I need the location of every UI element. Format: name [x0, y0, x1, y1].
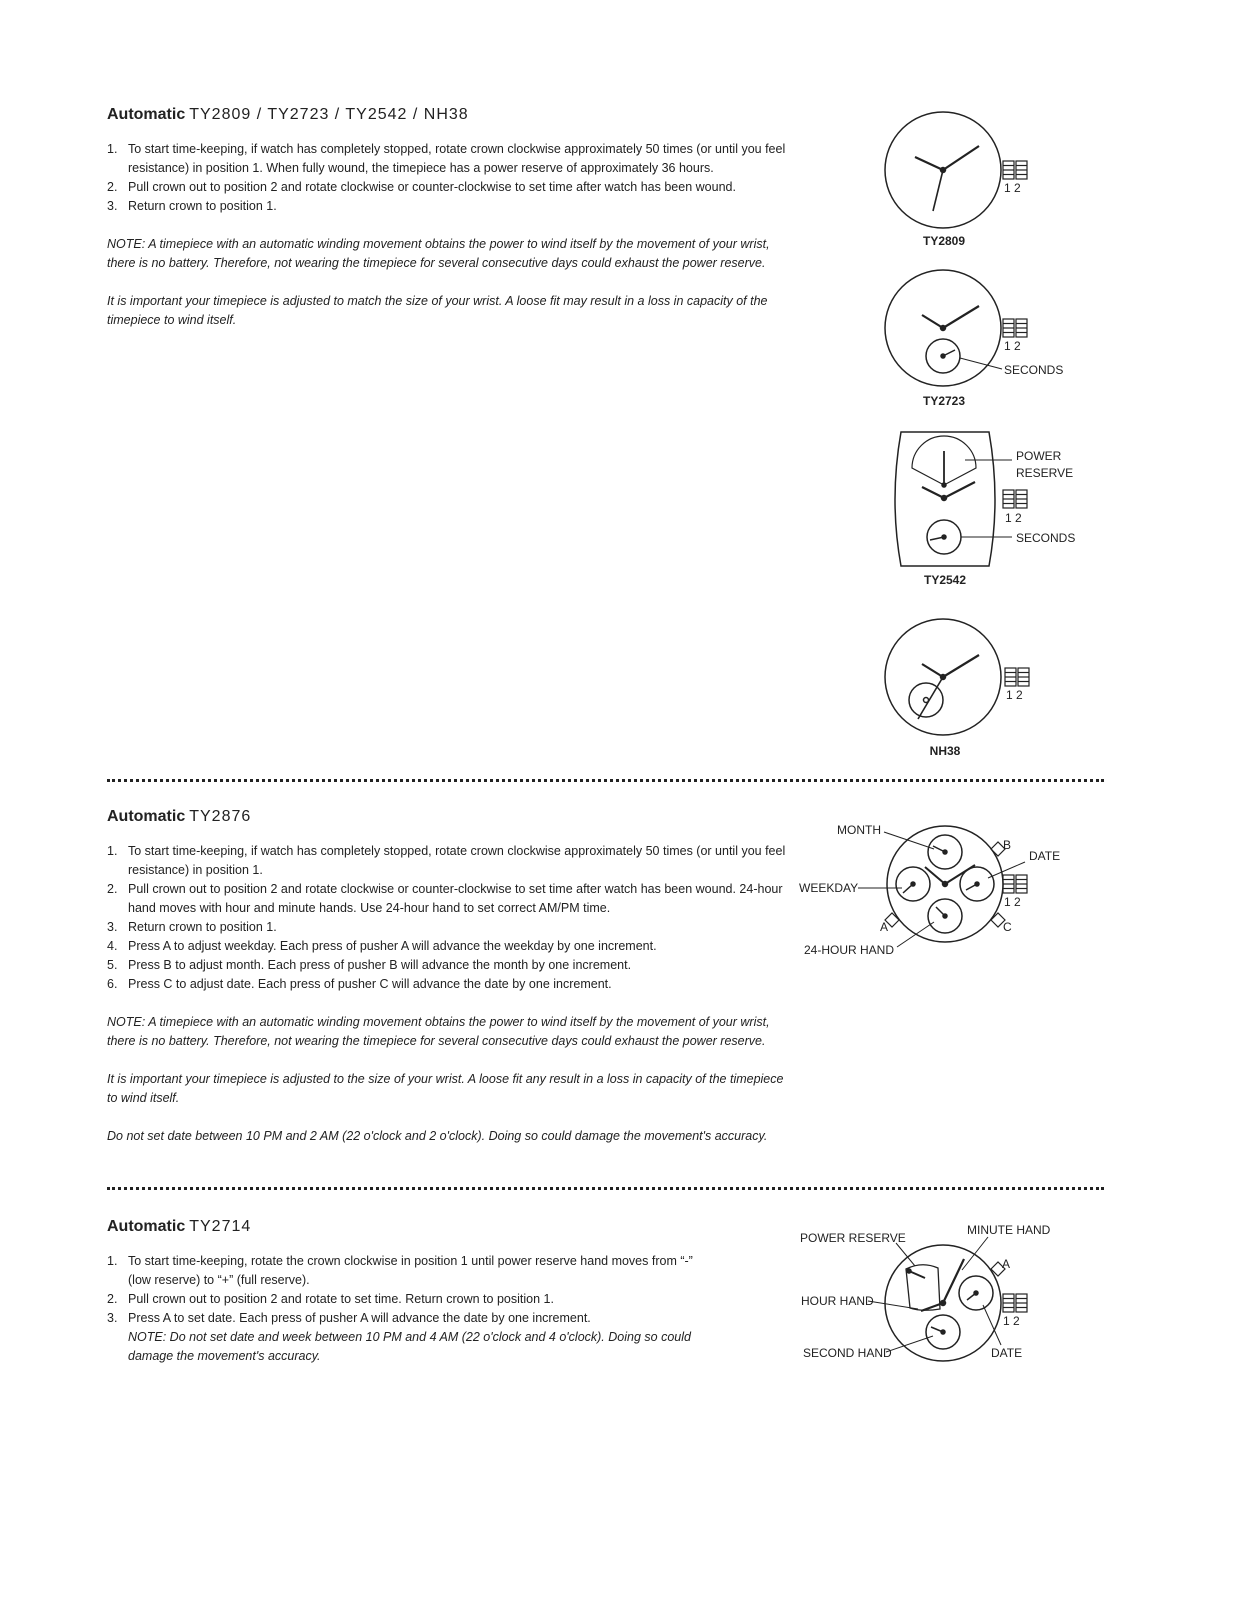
watch-ty2542-diagram	[895, 432, 1075, 587]
crown-position-label: 1 2	[1006, 688, 1023, 702]
list-item: 3. Return crown to position 1.	[107, 920, 277, 934]
crown-position-label: 1 2	[1004, 339, 1021, 353]
heading-models: TY2876	[189, 808, 252, 825]
heading-bold: Automatic	[107, 808, 186, 825]
note-paragraph: NOTE: A timepiece with an automatic winding movement obtains the power to wind itself by the movement of your wrist, there is no battery. Therefore, not wearing the timepiece for several consecutive days could exhaust the power reserve.	[107, 1015, 770, 1048]
list-item: 2. Pull crown out to position 2 and rotate clockwise or counter-clockwise to set time after watch has been wound. 24-hour hand moves with hour and minute hands. Use 24-hour hand to set correct AM/PM time.	[107, 882, 783, 915]
list-item: 1. To start time-keeping, if watch has completely stopped, rotate crown clockwise approximately 50 times (or until you feel resistance) in position 1.	[107, 844, 786, 877]
crown-position-label: 1 2	[1005, 511, 1022, 525]
callout-24-hour-hand: 24-HOUR HAND	[804, 943, 895, 957]
list-item: 6. Press C to adjust date. Each press of pusher C will advance the date by one increment.	[107, 977, 612, 991]
pusher-b-label: B	[1003, 838, 1012, 852]
callout-power-reserve: POWER RESERVE	[800, 1231, 906, 1245]
crown-position-label: 1 2	[1004, 895, 1021, 909]
crown-position-label: 1 2	[1004, 181, 1021, 195]
list-item: 2. Pull crown out to position 2 and rotate clockwise or counter-clockwise to set time after watch has been wound.	[107, 180, 736, 194]
callout-reserve: RESERVE	[1016, 466, 1074, 480]
crown-position-label: 1 2	[1003, 1314, 1020, 1328]
watch-nh38-diagram	[885, 619, 1029, 758]
figure-caption: TY2723	[922, 394, 966, 408]
list-item: 1. To start time-keeping, if watch has completely stopped, rotate crown clockwise approximately 50 times (or until you feel resistance) in position 1. When fully wound, the timepiece has a power reserve of approximately 36 hours.	[107, 142, 786, 175]
note-paragraph: Do not set date between 10 PM and 2 AM (22 o'clock and 2 o'clock). Doing so could damage the movement's accuracy.	[107, 1129, 768, 1143]
pusher-c-label: C	[1003, 920, 1012, 934]
list-item: 5. Press B to adjust month. Each press of pusher B will advance the month by one increment.	[107, 958, 632, 972]
list-item: 1. To start time-keeping, rotate the crown clockwise in position 1 until power reserve hand moves from “-” (low reserve) to “+” (full reserve).	[107, 1254, 693, 1287]
list-item: 2. Pull crown out to position 2 and rotate to set time. Return crown to position 1.	[107, 1292, 554, 1306]
list-item: 3. Return crown to position 1.	[107, 199, 277, 213]
callout-month: MONTH	[837, 823, 881, 837]
heading-bold: Automatic	[107, 106, 186, 123]
figure-caption: TY2809	[922, 234, 966, 248]
watch-ty2876-diagram	[799, 823, 1060, 957]
sub-note: NOTE: Do not set date and week between 10 PM and 4 AM (22 o'clock and 4 o'clock). Doing so could damage the movement's accuracy.	[128, 1330, 691, 1363]
callout-second-hand: SECOND HAND	[803, 1346, 892, 1360]
note-paragraph: NOTE: A timepiece with an automatic winding movement obtains the power to wind itself by the movement of your wrist, there is no battery. Therefore, not wearing the timepiece for several consecutive days could exhaust the power reserve.	[107, 237, 770, 270]
callout-power: POWER	[1016, 449, 1062, 463]
heading-models: TY2714	[189, 1218, 252, 1235]
note-paragraph: It is important your timepiece is adjusted to the size of your wrist. A loose fit any result in a loss in capacity of the timepiece to wind itself.	[107, 1072, 784, 1105]
figure-caption: NH38	[929, 744, 961, 758]
list-item: 4. Press A to adjust weekday. Each press of pusher A will advance the weekday by one increment.	[107, 939, 657, 953]
heading-bold: Automatic	[107, 1218, 186, 1235]
note-paragraph: It is important your timepiece is adjusted to match the size of your wrist. A loose fit may result in a loss in capacity of the timepiece to wind itself.	[107, 294, 768, 327]
watch-ty2809-diagram	[885, 112, 1027, 248]
callout-minute-hand: MINUTE HAND	[967, 1223, 1051, 1237]
callout-date: DATE	[991, 1346, 1023, 1360]
pusher-a-label: A	[1002, 1257, 1011, 1271]
callout-seconds: SECONDS	[1016, 531, 1076, 545]
pusher-a-label: A	[880, 920, 889, 934]
watch-ty2714-diagram	[800, 1223, 1051, 1361]
list-item: 3. Press A to set date. Each press of pusher A will advance the date by one increment. NOTE: Do not set date and week between 10 PM and 4 AM (22 o'clock and 4 o'clock). Doing so could damage the movement's accuracy.	[107, 1311, 691, 1363]
heading-models: TY2809 / TY2723 / TY2542 / NH38	[189, 106, 469, 123]
callout-weekday: WEEKDAY	[799, 881, 859, 895]
watch-ty2723-diagram	[885, 270, 1063, 408]
callout-seconds: SECONDS	[1004, 363, 1064, 377]
figure-caption: TY2542	[923, 573, 967, 587]
callout-hour-hand: HOUR HAND	[801, 1294, 874, 1308]
callout-date: DATE	[1029, 849, 1061, 863]
